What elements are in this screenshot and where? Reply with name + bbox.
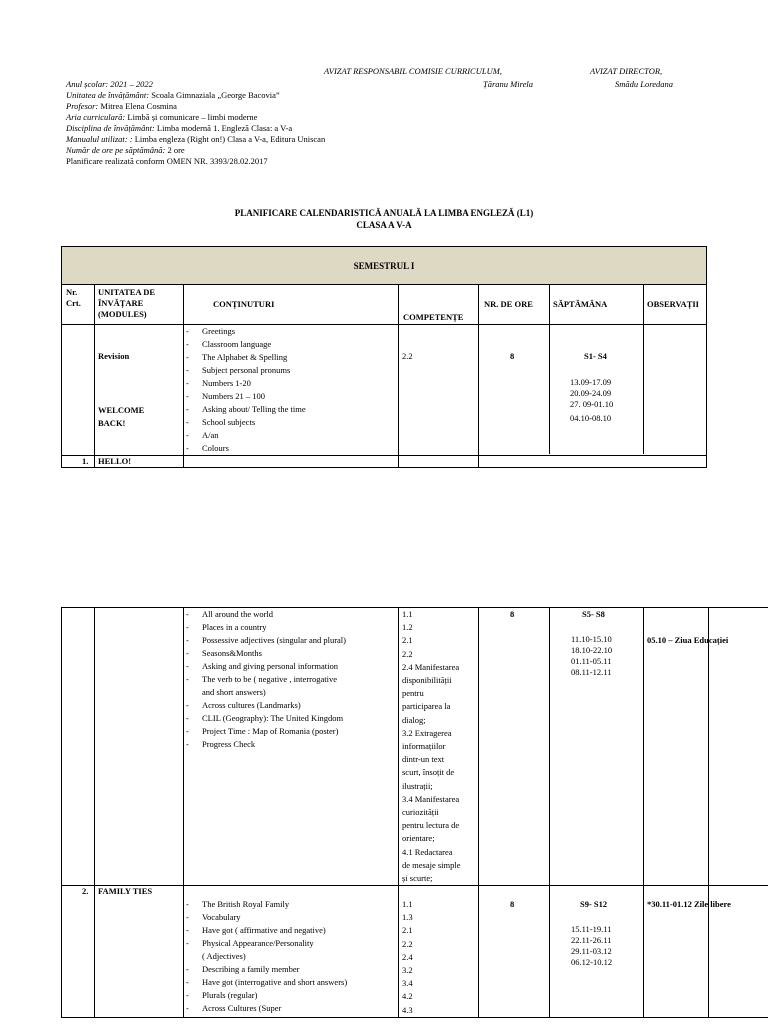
list-item: - Across cultures (Landmarks) bbox=[184, 699, 346, 712]
list-item: - The verb to be ( negative , interrogative bbox=[184, 673, 346, 686]
list-item: - Numbers 21 – 100 bbox=[184, 390, 306, 403]
hello-note: 05.10 – Ziua Educației bbox=[647, 635, 729, 645]
hello-week-label: S5- S8 bbox=[582, 609, 605, 619]
col-header-content: CONȚINUTURI bbox=[213, 299, 275, 309]
hello-content-list bbox=[184, 608, 346, 751]
col-header-week: SĂPTĂMÂNA bbox=[553, 299, 608, 309]
info-line: Anul școlar: 2021 – 2022 bbox=[66, 79, 153, 89]
info-line: Planificare realizată conform OMEN NR. 3393/28.02.2017 bbox=[66, 156, 268, 166]
col-header-notes: OBSERVAȚII bbox=[647, 299, 699, 309]
list-item: - Places in a country bbox=[184, 621, 346, 634]
responsabil-name: Țăranu Mirela bbox=[483, 79, 533, 89]
list-item: - Have got (interrogative and short answers) bbox=[184, 976, 347, 989]
col-header-competente: COMPETENȚE bbox=[403, 312, 464, 322]
col-header-hours: NR. DE ORE bbox=[484, 299, 533, 309]
list-item: - Classroom language bbox=[184, 338, 306, 351]
family-content-list bbox=[184, 898, 347, 1015]
info-line: Aria curriculară: Limbă și comunicare – limbi moderne bbox=[66, 112, 258, 122]
list-item: - Possessive adjectives (singular and plural) bbox=[184, 634, 346, 647]
list-item: - Greetings bbox=[184, 325, 306, 338]
planning-table-top bbox=[61, 246, 707, 468]
school-info bbox=[66, 79, 325, 167]
list-item: - Numbers 1-20 bbox=[184, 377, 306, 390]
list-item: - All around the world bbox=[184, 608, 346, 621]
list-item: - Project Time : Map of Romania (poster) bbox=[184, 725, 346, 738]
document-title: PLANIFICARE CALENDARISTICĂ ANUALĂ LA LIMBA ENGLEZĂ (L1) bbox=[234, 208, 534, 218]
family-dates: 15.11-19.11 22.11-26.11 29.11-03.12 06.12-10.12 bbox=[571, 924, 613, 967]
avizat-director-label: AVIZAT DIRECTOR, bbox=[590, 66, 663, 76]
list-item: - Subject personal pronums bbox=[184, 364, 306, 377]
list-item: - Vocabulary bbox=[184, 911, 347, 924]
avizat-comisie-label: AVIZAT RESPONSABIL COMISIE CURRICULUM, bbox=[324, 66, 502, 76]
list-item: and short answers) bbox=[202, 687, 266, 697]
unit-hello: HELLO! bbox=[98, 456, 132, 466]
info-line: Număr de ore pe săptămână: 2 ore bbox=[66, 145, 185, 155]
director-name: Smădu Loredana bbox=[615, 79, 674, 89]
list-item: - Colours bbox=[184, 442, 306, 455]
revision-content-list bbox=[184, 325, 306, 455]
semester-header bbox=[62, 247, 706, 285]
list-item: - A/an bbox=[184, 429, 306, 442]
revision-week-label: S1- S4 bbox=[584, 351, 607, 361]
list-item: - Progress Check bbox=[184, 738, 346, 751]
unit-revision: Revision bbox=[98, 351, 130, 361]
list-item: - The Alphabet & Spelling bbox=[184, 351, 306, 364]
family-note: *30.11-01.12 Zile libere bbox=[647, 899, 731, 909]
list-item: - Physical Appearance/Personality bbox=[184, 937, 347, 950]
list-item: - Describing a family member bbox=[184, 963, 347, 976]
revision-dates: 13.09-17.09 20.09-24.09 27. 09-01.10 04.10-08.10 bbox=[570, 377, 614, 423]
list-item: - Asking about/ Telling the time bbox=[184, 403, 306, 416]
planning-table-bottom bbox=[61, 607, 768, 1018]
unit-family-ties: FAMILY TIES bbox=[98, 886, 153, 896]
list-item: - Asking and giving personal information bbox=[184, 660, 346, 673]
list-item: ( Adjectives) bbox=[202, 951, 246, 961]
family-competente: 1.1 1.3 2.1 2.2 2.4 3.2 3.4 4.2 4.3 bbox=[402, 899, 413, 1015]
family-nr: 2. bbox=[82, 886, 89, 896]
list-item: - CLIL (Geography): The United Kingdom bbox=[184, 712, 346, 725]
col-header-nr: Nr. Crt. bbox=[66, 287, 81, 308]
col-header-unit: UNITATEA DE ÎNVĂȚARE (MODULES) bbox=[98, 287, 156, 319]
unit-welcome-back: WELCOME BACK! bbox=[98, 405, 145, 428]
info-line: Disciplina de învățământ: Limba modernă 1. Engleză Clasa: a V-a bbox=[66, 123, 293, 133]
list-item: - Have got ( affirmative and negative) bbox=[184, 924, 347, 937]
list-item: - Plurals (regular) bbox=[184, 989, 347, 1002]
revision-competente: 2.2 bbox=[402, 351, 413, 361]
list-item: - The British Royal Family bbox=[184, 898, 347, 911]
list-item: - School subjects bbox=[184, 416, 306, 429]
info-line: Manualul utilizat: : Limba engleza (Right on!) Clasa a V-a, Editura Uniscan bbox=[66, 134, 326, 144]
list-item: - Across Cultures (Super bbox=[184, 1002, 347, 1015]
hello-nr: 1. bbox=[82, 456, 89, 466]
info-line: Unitatea de învățământ: Scoala Gimnaziala „George Bacovia” bbox=[66, 90, 280, 100]
hello-competente: 1.1 1.2 2.1 2.2 2.4 Manifestarea disponibilității pentru participarea la dialog; 3.2 Extragerea informațiilor dintr-un text scurt, însoțit de ilustrații; 3.4 Manifestarea curiozității pentru lectura de orientare; 4.1 Redactarea de mesaje simple și scurte; bbox=[402, 609, 461, 884]
hello-dates: 11.10-15.10 18.10-22.10 01.11-05.11 08.11-12.11 bbox=[571, 634, 613, 677]
semester-label: SEMESTRUL I bbox=[353, 261, 415, 271]
list-item: - Seasons&Months bbox=[184, 647, 346, 660]
family-hours: 8 bbox=[510, 899, 515, 909]
hello-hours: 8 bbox=[510, 609, 515, 619]
info-line: Profesor: Mitrea Elena Cosmina bbox=[66, 101, 177, 111]
document-subtitle: CLASA A V-A bbox=[356, 220, 412, 230]
family-week-label: S9- S12 bbox=[580, 899, 608, 909]
revision-hours: 8 bbox=[510, 351, 515, 361]
